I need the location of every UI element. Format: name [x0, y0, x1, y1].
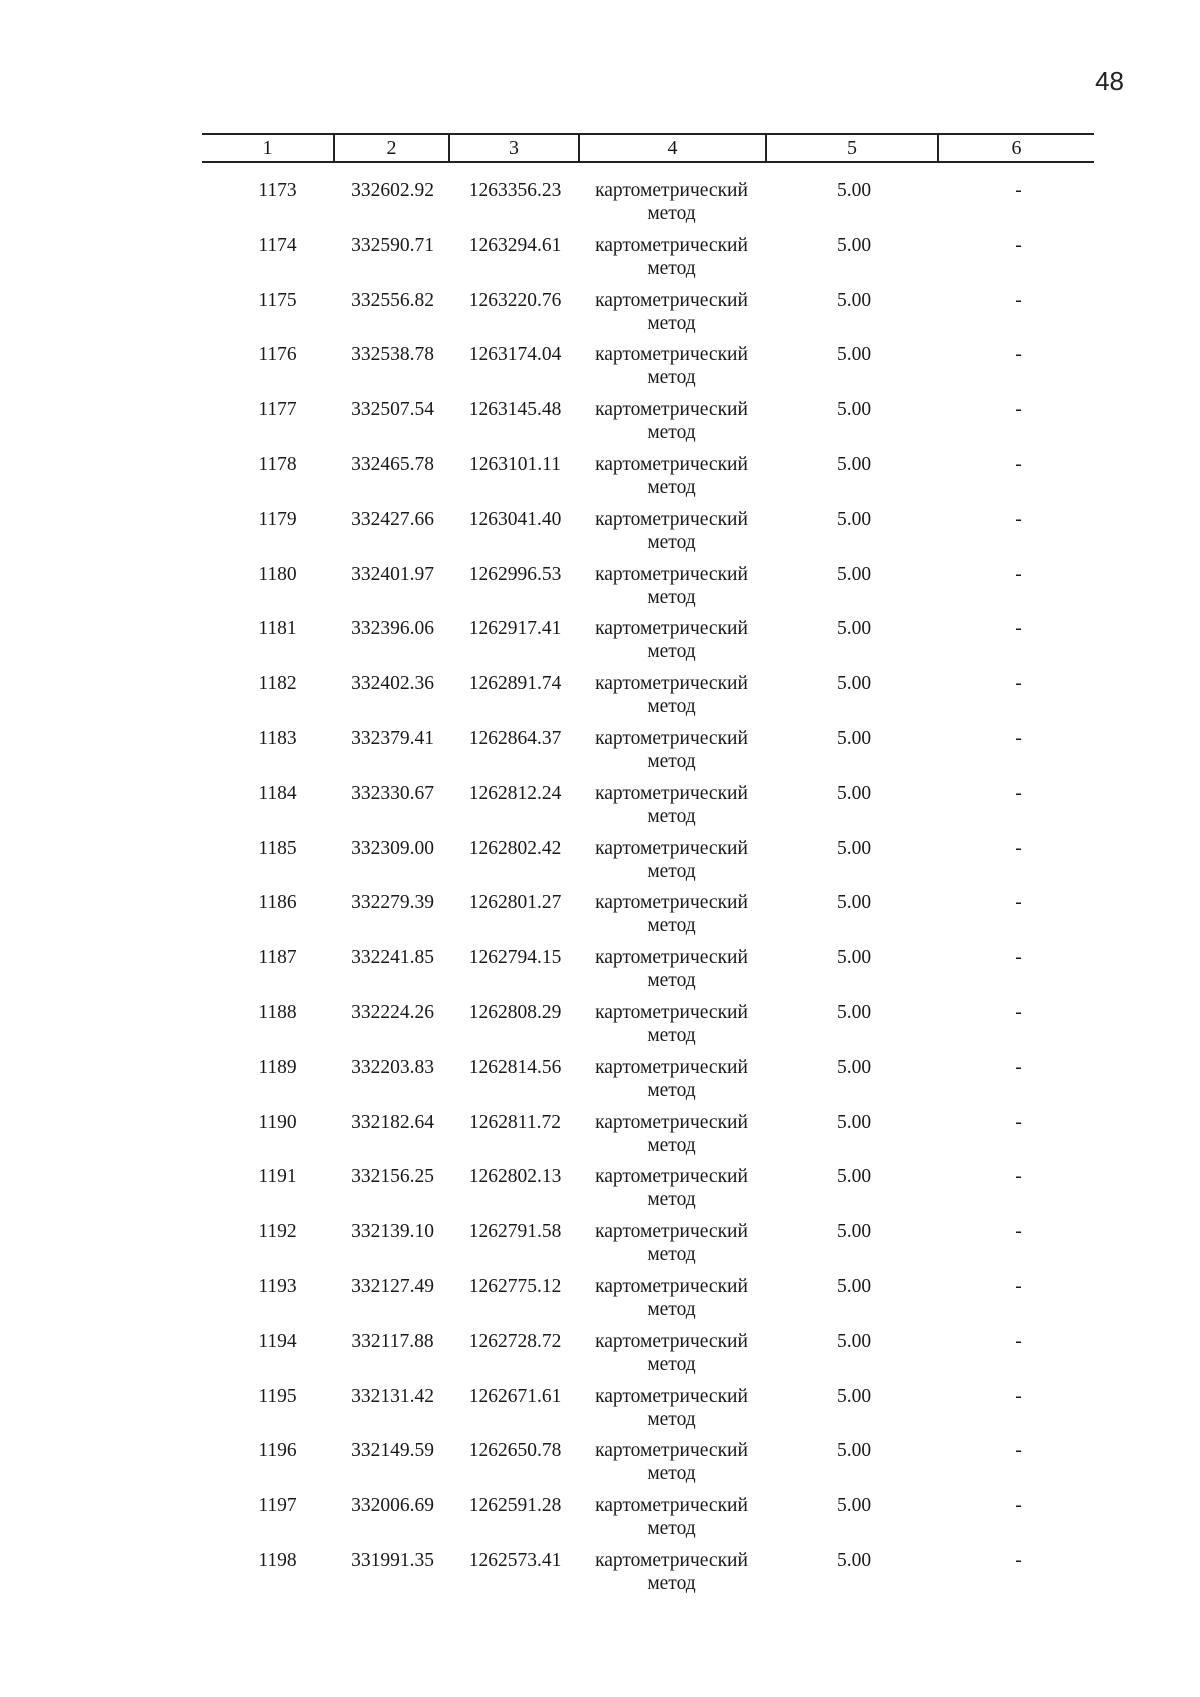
table-row [202, 179, 1094, 234]
coordinate-y: 1263101.11 [469, 453, 561, 475]
note-value: - [1015, 563, 1022, 585]
method-line-2: метод [647, 1298, 696, 1320]
method-line-2: метод [647, 422, 696, 444]
column-header: 3 [448, 135, 578, 161]
coordinate-x: 331991.35 [351, 1549, 434, 1571]
note-value: - [1015, 1495, 1022, 1517]
accuracy-value: 5.00 [836, 673, 872, 695]
method-line-2: метод [647, 586, 696, 608]
coordinate-y: 1262728.72 [468, 1330, 562, 1352]
method-line-2: метод [647, 1572, 696, 1594]
method-line-1: картометрический [595, 289, 748, 311]
table-row [202, 1549, 1094, 1604]
point-number: 1189 [258, 1056, 297, 1078]
table-row [202, 1165, 1094, 1220]
column-header: 2 [333, 135, 448, 161]
note-value: - [1015, 508, 1022, 530]
coordinate-x: 332131.42 [351, 1385, 434, 1407]
method-cell [578, 891, 765, 946]
table-body [202, 163, 1094, 1604]
coordinate-y: 1262802.13 [468, 1166, 562, 1188]
coordinate-x: 332279.39 [351, 892, 434, 914]
method-line-2: метод [647, 1079, 696, 1101]
point-number: 1186 [258, 892, 297, 914]
accuracy-value: 5.00 [836, 837, 872, 859]
method-cell [578, 1275, 765, 1330]
coordinate-y: 1262591.28 [468, 1495, 562, 1517]
point-number: 1173 [258, 180, 297, 201]
note-value: - [1015, 180, 1022, 201]
coordinate-y: 1262794.15 [468, 947, 562, 969]
table-row [202, 508, 1094, 563]
method-cell [578, 1330, 765, 1385]
coordinate-y: 1262671.61 [468, 1385, 562, 1407]
note-value: - [1015, 1275, 1022, 1297]
coordinate-y: 1262650.78 [468, 1440, 562, 1462]
column-header: 6 [937, 135, 1094, 161]
table-row [202, 782, 1094, 837]
method-line-1: картометрический [595, 1385, 748, 1407]
coordinate-y: 1262811.72 [469, 1111, 561, 1133]
point-number: 1187 [258, 947, 297, 969]
method-cell [578, 398, 765, 453]
method-line-1: картометрический [595, 1275, 748, 1297]
coordinate-y: 1263174.04 [468, 344, 562, 366]
table-row [202, 617, 1094, 672]
coordinate-x: 332006.69 [351, 1495, 434, 1517]
method-line-1: картометрический [595, 1056, 748, 1078]
table-row [202, 1439, 1094, 1494]
point-number: 1198 [258, 1549, 297, 1571]
point-number: 1195 [258, 1385, 297, 1407]
note-value: - [1015, 1001, 1022, 1023]
note-value: - [1015, 1330, 1022, 1352]
method-line-1: картометрический [595, 1111, 748, 1133]
coordinate-y: 1262814.56 [468, 1056, 562, 1078]
method-line-2: метод [647, 1244, 696, 1266]
method-cell [578, 782, 765, 837]
coordinate-y: 1263145.48 [468, 399, 562, 421]
coordinate-y: 1262812.24 [468, 782, 562, 804]
coordinate-x: 332182.64 [351, 1111, 434, 1133]
table-row [202, 1494, 1094, 1549]
note-value: - [1015, 1549, 1022, 1571]
accuracy-value: 5.00 [836, 1056, 872, 1078]
point-number: 1177 [258, 399, 297, 421]
coordinate-x: 332203.83 [351, 1056, 434, 1078]
method-cell [578, 1439, 765, 1494]
method-line-2: метод [647, 915, 696, 937]
method-line-1: картометрический [595, 180, 748, 201]
method-line-1: картометрический [595, 947, 748, 969]
point-number: 1197 [258, 1495, 297, 1517]
method-cell [578, 1385, 765, 1440]
method-line-1: картометрический [595, 837, 748, 859]
coordinate-y: 1262775.12 [468, 1275, 562, 1297]
note-value: - [1015, 1221, 1022, 1243]
note-value: - [1015, 453, 1022, 475]
table-row [202, 1056, 1094, 1111]
note-value: - [1015, 1385, 1022, 1407]
method-line-1: картометрический [595, 1495, 748, 1517]
accuracy-value: 5.00 [836, 180, 872, 201]
coordinate-y: 1262891.74 [468, 673, 562, 695]
coordinates-table [202, 133, 1094, 1604]
point-number: 1196 [258, 1440, 297, 1462]
point-number: 1179 [258, 508, 297, 530]
table-row [202, 1275, 1094, 1330]
accuracy-value: 5.00 [836, 508, 872, 530]
note-value: - [1015, 1056, 1022, 1078]
note-value: - [1015, 727, 1022, 749]
coordinate-x: 332379.41 [351, 727, 434, 749]
method-line-1: картометрический [595, 508, 748, 530]
method-line-1: картометрический [595, 344, 748, 366]
note-value: - [1015, 1166, 1022, 1188]
note-value: - [1015, 892, 1022, 914]
method-cell [578, 563, 765, 618]
method-line-2: метод [647, 257, 696, 279]
method-line-2: метод [647, 1518, 696, 1540]
table-row [202, 1385, 1094, 1440]
note-value: - [1015, 837, 1022, 859]
method-cell [578, 234, 765, 289]
method-line-1: картометрический [595, 618, 748, 640]
point-number: 1180 [258, 563, 297, 585]
point-number: 1178 [258, 453, 297, 475]
method-cell [578, 1220, 765, 1275]
accuracy-value: 5.00 [836, 1440, 872, 1462]
coordinate-x: 332156.25 [351, 1166, 434, 1188]
method-line-1: картометрический [595, 892, 748, 914]
point-number: 1188 [258, 1001, 297, 1023]
method-line-1: картометрический [595, 673, 748, 695]
method-line-1: картометрический [595, 1221, 748, 1243]
accuracy-value: 5.00 [836, 727, 872, 749]
coordinate-y: 1262917.41 [468, 618, 562, 640]
table-row [202, 234, 1094, 289]
method-line-2: метод [647, 1408, 696, 1430]
coordinate-x: 332465.78 [351, 453, 434, 475]
accuracy-value: 5.00 [836, 1330, 872, 1352]
point-number: 1181 [258, 618, 297, 640]
point-number: 1182 [258, 673, 297, 695]
accuracy-value: 5.00 [836, 399, 872, 421]
method-line-2: метод [647, 203, 696, 224]
column-header: 4 [578, 135, 765, 161]
accuracy-value: 5.00 [836, 1385, 872, 1407]
coordinate-x: 332139.10 [351, 1221, 434, 1243]
method-line-1: картометрический [595, 1001, 748, 1023]
method-line-1: картометрический [595, 727, 748, 749]
coordinate-y: 1262801.27 [468, 892, 562, 914]
accuracy-value: 5.00 [836, 453, 872, 475]
method-line-2: метод [647, 1189, 696, 1211]
method-cell [578, 727, 765, 782]
table-row [202, 1330, 1094, 1385]
coordinate-x: 332309.00 [351, 837, 434, 859]
note-value: - [1015, 289, 1022, 311]
method-cell [578, 508, 765, 563]
accuracy-value: 5.00 [836, 1001, 872, 1023]
note-value: - [1015, 673, 1022, 695]
table-row [202, 672, 1094, 727]
method-line-1: картометрический [595, 1440, 748, 1462]
method-line-2: метод [647, 696, 696, 718]
method-line-1: картометрический [595, 399, 748, 421]
table-header [202, 133, 1094, 163]
accuracy-value: 5.00 [836, 1275, 872, 1297]
note-value: - [1015, 618, 1022, 640]
method-cell [578, 837, 765, 892]
accuracy-value: 5.00 [836, 234, 872, 256]
table-row [202, 1001, 1094, 1056]
table-row [202, 398, 1094, 453]
method-line-2: метод [647, 1463, 696, 1485]
accuracy-value: 5.00 [836, 947, 872, 969]
table-row [202, 837, 1094, 892]
method-cell [578, 1549, 765, 1604]
method-line-1: картометрический [595, 1330, 748, 1352]
coordinate-x: 332241.85 [351, 947, 434, 969]
accuracy-value: 5.00 [836, 1221, 872, 1243]
coordinate-x: 332149.59 [351, 1440, 434, 1462]
method-cell [578, 946, 765, 1001]
coordinate-y: 1263356.23 [468, 180, 562, 201]
method-cell [578, 672, 765, 727]
page-number: 48 [1095, 66, 1124, 96]
method-line-1: картометрический [595, 234, 748, 256]
method-line-1: картометрический [595, 782, 748, 804]
method-cell [578, 343, 765, 398]
coordinate-y: 1262791.58 [468, 1221, 562, 1243]
point-number: 1175 [258, 289, 297, 311]
table-row [202, 289, 1094, 344]
coordinate-y: 1262996.53 [468, 563, 562, 585]
coordinate-x: 332401.97 [351, 563, 434, 585]
method-line-2: метод [647, 1024, 696, 1046]
method-cell [578, 453, 765, 508]
table-row [202, 727, 1094, 782]
accuracy-value: 5.00 [836, 618, 872, 640]
method-line-1: картометрический [595, 1166, 748, 1188]
method-line-2: метод [647, 476, 696, 498]
point-number: 1193 [258, 1275, 297, 1297]
coordinate-x: 332117.88 [351, 1330, 434, 1352]
method-line-1: картометрический [595, 563, 748, 585]
table-row [202, 946, 1094, 1001]
method-line-1: картометрический [595, 453, 748, 475]
table-row [202, 343, 1094, 398]
note-value: - [1015, 947, 1022, 969]
point-number: 1192 [258, 1221, 297, 1243]
method-cell [578, 179, 765, 234]
note-value: - [1015, 399, 1022, 421]
column-header: 5 [765, 135, 937, 161]
accuracy-value: 5.00 [836, 782, 872, 804]
method-cell [578, 1165, 765, 1220]
coordinate-y: 1262573.41 [468, 1549, 562, 1571]
accuracy-value: 5.00 [836, 1111, 872, 1133]
coordinate-x: 332507.54 [351, 399, 434, 421]
coordinate-y: 1263294.61 [468, 234, 562, 256]
point-number: 1183 [258, 727, 297, 749]
table-row [202, 891, 1094, 946]
coordinate-x: 332396.06 [351, 618, 434, 640]
method-cell [578, 1494, 765, 1549]
note-value: - [1015, 782, 1022, 804]
coordinate-y: 1263220.76 [468, 289, 562, 311]
accuracy-value: 5.00 [836, 344, 872, 366]
coordinate-y: 1263041.40 [468, 508, 562, 530]
method-cell [578, 1111, 765, 1166]
coordinate-y: 1262808.29 [468, 1001, 562, 1023]
coordinate-x: 332224.26 [351, 1001, 434, 1023]
table-row [202, 1220, 1094, 1275]
method-cell [578, 289, 765, 344]
method-line-2: метод [647, 312, 696, 334]
note-value: - [1015, 234, 1022, 256]
method-line-2: метод [647, 970, 696, 992]
table-row [202, 563, 1094, 618]
note-value: - [1015, 1111, 1022, 1133]
point-number: 1176 [258, 344, 297, 366]
point-number: 1194 [258, 1330, 297, 1352]
accuracy-value: 5.00 [836, 1166, 872, 1188]
point-number: 1191 [258, 1166, 297, 1188]
coordinate-y: 1262864.37 [468, 727, 562, 749]
method-line-2: метод [647, 367, 696, 389]
coordinate-x: 332127.49 [351, 1275, 434, 1297]
point-number: 1185 [258, 837, 297, 859]
column-header: 1 [262, 137, 273, 159]
point-number: 1190 [258, 1111, 297, 1133]
coordinate-x: 332590.71 [351, 234, 434, 256]
method-cell [578, 617, 765, 672]
coordinate-x: 332427.66 [351, 508, 434, 530]
method-line-2: метод [647, 805, 696, 827]
table-row [202, 453, 1094, 508]
note-value: - [1015, 344, 1022, 366]
coordinate-x: 332602.92 [351, 180, 434, 201]
point-number: 1184 [258, 782, 297, 804]
coordinate-y: 1262802.42 [468, 837, 562, 859]
method-line-2: метод [647, 1134, 696, 1156]
method-line-2: метод [647, 860, 696, 882]
coordinate-x: 332330.67 [351, 782, 434, 804]
accuracy-value: 5.00 [836, 1495, 872, 1517]
table-row [202, 1111, 1094, 1166]
method-cell [578, 1001, 765, 1056]
accuracy-value: 5.00 [836, 563, 872, 585]
method-line-2: метод [647, 1353, 696, 1375]
method-line-2: метод [647, 750, 696, 772]
method-cell [578, 1056, 765, 1111]
accuracy-value: 5.00 [836, 1549, 872, 1571]
method-line-1: картометрический [595, 1549, 748, 1571]
coordinate-x: 332402.36 [351, 673, 434, 695]
coordinate-x: 332538.78 [351, 344, 434, 366]
accuracy-value: 5.00 [836, 892, 872, 914]
accuracy-value: 5.00 [836, 289, 872, 311]
coordinate-x: 332556.82 [351, 289, 434, 311]
note-value: - [1015, 1440, 1022, 1462]
point-number: 1174 [258, 234, 297, 256]
method-line-2: метод [647, 641, 696, 663]
method-line-2: метод [647, 531, 696, 553]
